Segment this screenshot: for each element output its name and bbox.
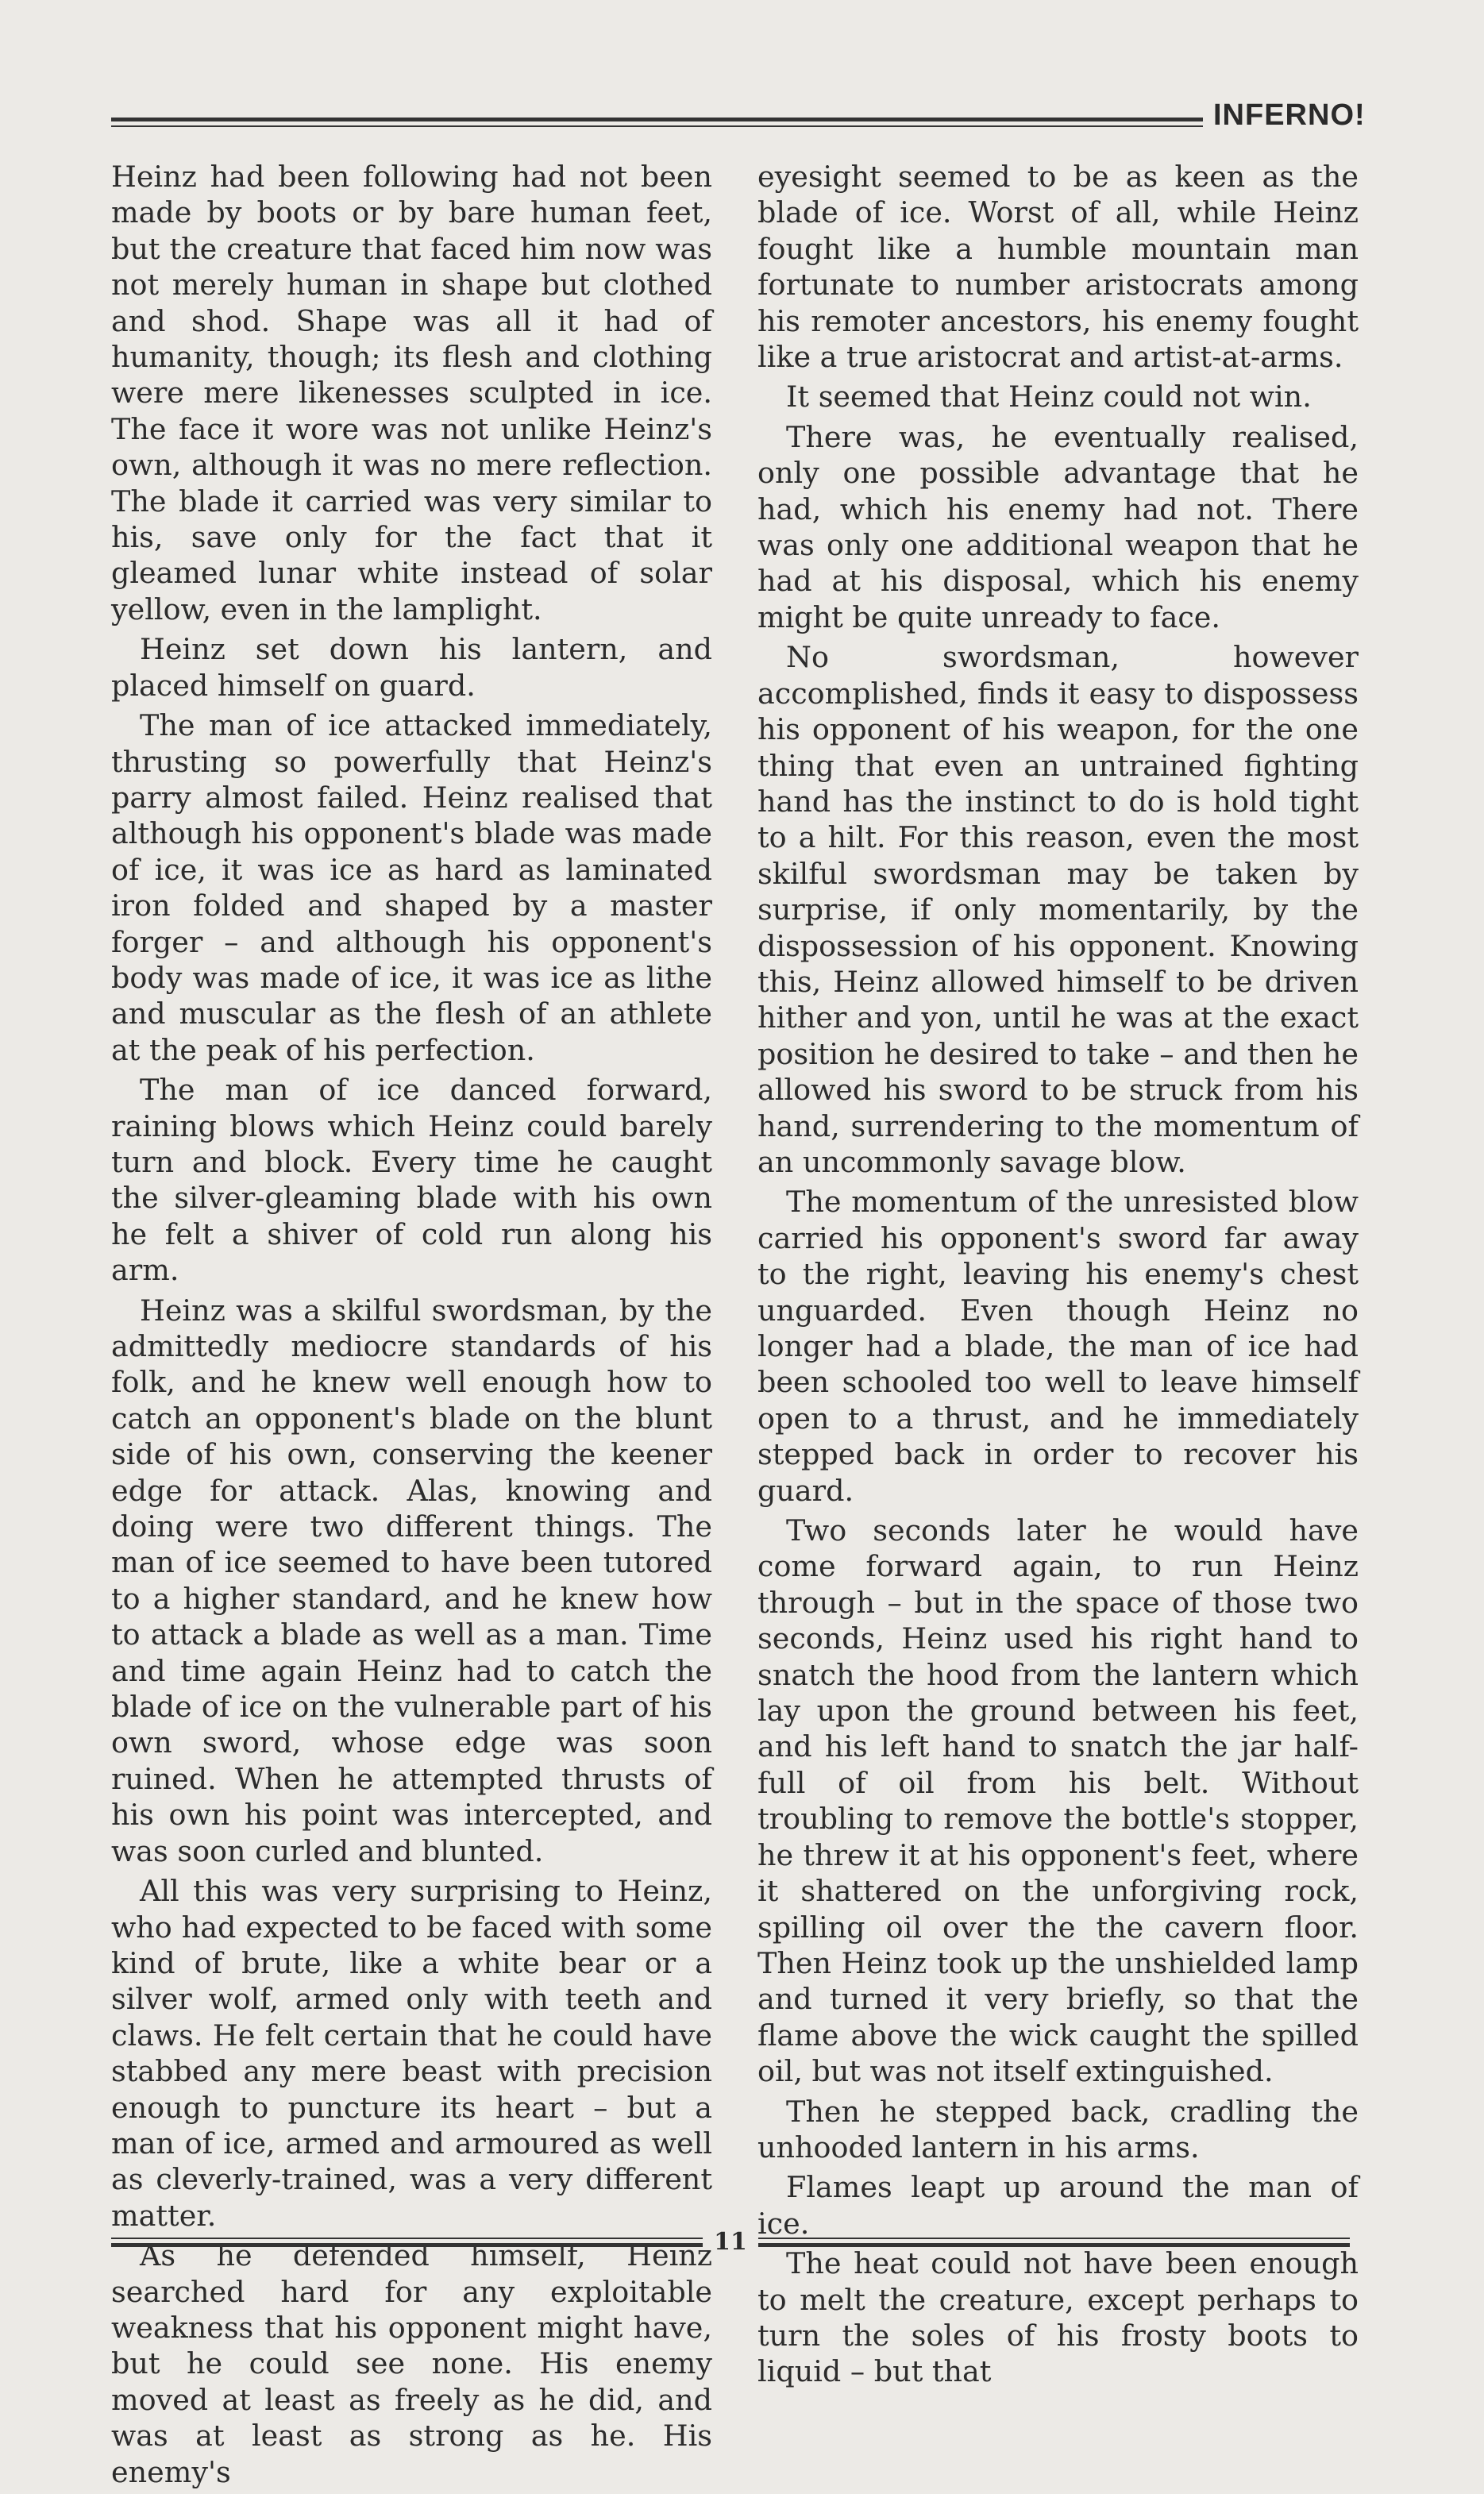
paragraph: Heinz was a skilful swordsman, by the admittedly mediocre standards of his folk, and he knew well enough how to catch an opponent's blade on the blunt side of his own, conserving the keener edge for attack. Alas, knowing and doing were two different things. The man of ice seemed to have been tutored to a higher standard, and he knew how to attack a blade as well as a man. Time and time again Heinz had to catch the blade of ice on the vulnerable part of his own sword, whose edge was soon ruined. When he attempted thrusts of his own his point was intercepted, and was soon curled and blunted. [111,1293,712,1868]
paragraph: All this was very surprising to Heinz, who had expected to be faced with some kind of brute, like a white bear or a silver wolf, armed only with teeth and claws. He felt certain that he could have stabbed any mere beast with precision enough to puncture its heart – but a man of ice, armed and armoured as well as cleverly-trained, was a very different matter. [111,1874,712,2233]
paragraph: As he defended himself, Heinz searched hard for any exploitable weakness that his opponent might have, but he could see none. His enemy moved at least as freely as he did, and was at least as strong as he. His enemy's [111,2238,712,2489]
paragraph: The man of ice attacked immediately, thrusting so powerfully that Heinz's parry almost failed. Heinz realised that although his opponent's blade was made of ice, it was ice as hard as laminated iron folded and shaped by a master forger – and although his opponent's body was made of ice, it was ice as lithe and muscular as the flesh of an athlete at the peak of his perfection. [111,708,712,1067]
paragraph: The momentum of the unresisted blow carried his opponent's sword far away to the right, leaving his enemy's chest unguarded. Even though Heinz no longer had a blade, the man of ice had been schooled too well to leave himself open to a thrust, and he immediately stepped back in order to recover his guard. [757,1185,1359,1508]
footer-rule-right [758,2238,1350,2247]
left-column [111,159,712,2494]
paragraph: Two seconds later he would have come forward again, to run Heinz through – but in the space of those two seconds, Heinz used his right hand to snatch the hood from the lantern which lay upon the ground between his feet, and his left hand to snatch the jar half-full of oil from his belt. Without troubling to remove the bottle's stopper, he threw it at his opponent's feet, where it shattered on the unforgiving rock, spilling oil over the the cavern floor. Then Heinz took up the unshielded lamp and turned it very briefly, so that the flame above the wick caught the spilled oil, but was not itself extinguished. [757,1513,1359,2089]
footer-rule-left [111,2238,703,2247]
paragraph: Flames leapt up around the man of ice. [757,2170,1359,2241]
page-number: 11 [714,2228,747,2256]
right-column [757,159,1359,2394]
paragraph: eyesight seemed to be as keen as the blade of ice. Worst of all, while Heinz fought like a humble mountain man fortunate to number aristocrats among his remoter ancestors, his enemy fought like a true aristocrat and artist-at-arms. [757,160,1359,375]
header-rule [111,118,1203,127]
paragraph: Heinz had been following had not been made by boots or by bare human feet, but the creature that faced him now was not merely human in shape but clothed and shod. Shape was all it had of humanity, though; its flesh and clothing were mere likenesses sculpted in ice. The face it wore was not unlike Heinz's own, although it was no mere reflection. The blade it carried was very similar to his, save only for the fact that it gleamed lunar white instead of solar yellow, even in the lamplight. [111,160,712,626]
paragraph: There was, he eventually realised, only one possible advantage that he had, which his enemy had not. There was only one additional weapon that he had at his disposal, which his enemy might be quite unready to face. [757,419,1359,634]
paragraph: Then he stepped back, cradling the unhooded lantern in his arms. [757,2094,1359,2164]
paragraph: The man of ice danced forward, raining blows which Heinz could barely turn and block. Every time he caught the silver-gleaming blade with his own he felt a shiver of cold run along his arm. [111,1073,712,1288]
paragraph: The heat could not have been enough to melt the creature, except perhaps to turn the soles of his frosty boots to liquid – but that [757,2246,1359,2389]
running-header-title: INFERNO! [1213,98,1366,132]
paragraph: It seemed that Heinz could not win. [786,380,1312,414]
paragraph: Heinz set down his lantern, and placed himself on guard. [111,632,712,703]
paragraph: No swordsman, however accomplished, finds it easy to dispossess his opponent of his weapon, for the one thing that even an untrained fighting hand has the instinct to do is hold tight to a hilt. For this reason, even the most skilful swordsman may be taken by surprise, if only momentarily, by the dispossession of his opponent. Knowing this, Heinz allowed himself to be driven hither and yon, until he was at the exact position he desired to take – and then he allowed his sword to be struck from his hand, surrendering to the momentum of an uncommonly savage blow. [757,640,1359,1179]
